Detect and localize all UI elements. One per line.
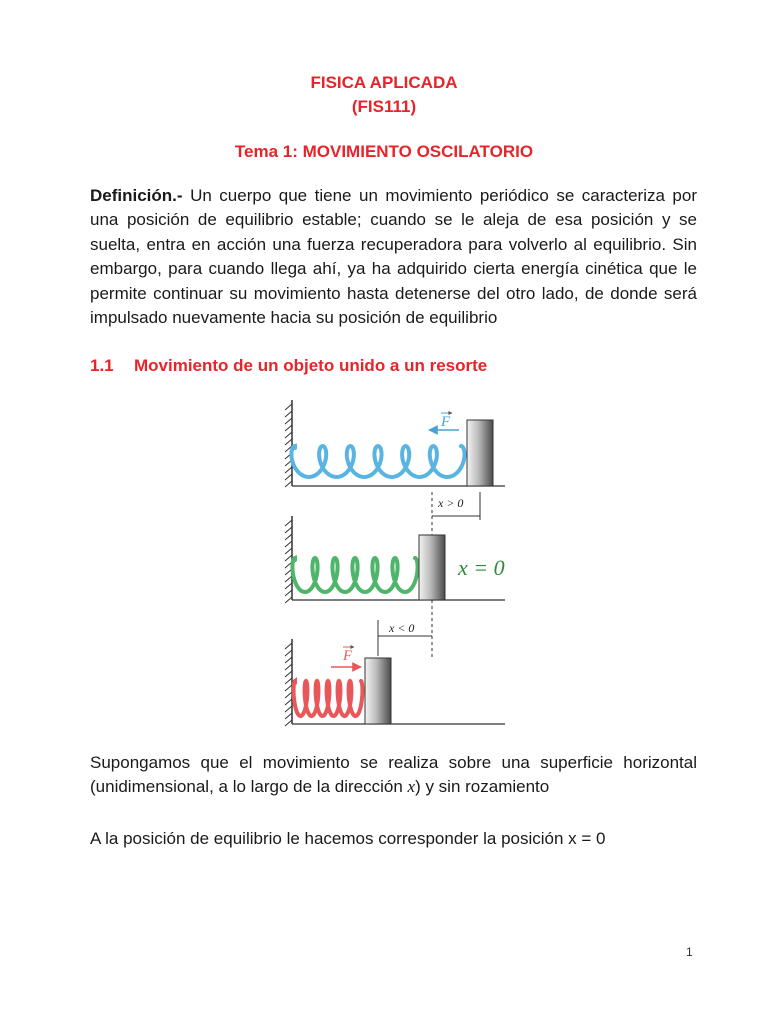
label-x-positive: x > 0	[438, 496, 464, 510]
dimension-x-negative	[378, 620, 432, 656]
hatch-line	[285, 650, 292, 656]
hatch-line	[285, 713, 292, 719]
hatch-line	[285, 692, 292, 698]
hatch-line	[285, 411, 292, 417]
hatch-line	[285, 706, 292, 712]
definition-text: Un cuerpo que tiene un movimiento periódico se caracteriza por una posición de equilibrio estable; cuando se le aleja de esa posición y se suelta, entra en acción una fuerza recuperadora para volverlo al equilibrio. Sin embargo, para cuando llega ahí, ya ha adquirido cierta energía cinética que le permite continuar su movimiento hasta detenerse del otro lado, de donde será impulsado nuevamente hacia su posición de equilibrio	[90, 186, 697, 328]
section-title: Movimiento de un objeto unido a un resorte	[134, 356, 488, 375]
hatch-line	[285, 678, 292, 684]
hatch-line	[285, 685, 292, 691]
mass-block	[365, 658, 391, 724]
course-code: (FIS111)	[351, 97, 417, 116]
mass-block	[467, 420, 493, 486]
course-title: FISICA APLICADA	[310, 73, 458, 92]
label-x-zero: x = 0	[458, 555, 505, 580]
force-label: F	[441, 414, 451, 430]
hatch-line	[285, 425, 292, 431]
label-x-negative: x < 0	[389, 621, 415, 635]
spring-compressed	[294, 681, 363, 716]
wall-hatch	[285, 404, 292, 487]
hatch-line	[285, 548, 292, 554]
definition-paragraph	[90, 184, 697, 330]
spring-stretched	[291, 446, 464, 477]
dimension-x-positive	[432, 492, 480, 520]
equilibrium-paragraph: A la posición de equilibrio le hacemos corresponder la posición x = 0	[90, 829, 606, 848]
hatch-line	[285, 671, 292, 677]
hatch-line	[285, 404, 292, 410]
panel-compressed	[285, 639, 505, 726]
hatch-line	[285, 583, 292, 589]
hatch-line	[285, 474, 292, 480]
variable-x: x	[407, 777, 416, 797]
hatch-line	[285, 664, 292, 670]
hatch-line	[285, 481, 292, 487]
hatch-line	[285, 643, 292, 649]
hatch-line	[285, 527, 292, 533]
hatch-line	[285, 534, 292, 540]
spring-mass-figure	[255, 394, 520, 734]
hatch-line	[285, 576, 292, 582]
assumption-text-after: ) y sin rozamiento	[415, 777, 550, 797]
section-number: 1.1	[90, 356, 114, 375]
wall-hatch	[285, 643, 292, 726]
hatch-line	[285, 720, 292, 726]
hatch-line	[285, 541, 292, 547]
hatch-line	[285, 555, 292, 561]
hatch-line	[285, 432, 292, 438]
spring-equilibrium	[292, 558, 417, 592]
force-label: F	[343, 648, 353, 664]
hatch-line	[285, 657, 292, 663]
hatch-line	[285, 439, 292, 445]
assumption-text-before: Supongamos que el movimiento se realiza sobre una superficie horizontal (unidimensional, a lo largo de la dirección	[90, 753, 697, 797]
mass-block	[419, 535, 445, 600]
hatch-line	[285, 520, 292, 526]
hatch-line	[285, 418, 292, 424]
page-number: 1	[686, 945, 693, 959]
definition-term: Definición.-	[90, 186, 183, 205]
panel-stretched	[285, 400, 505, 487]
hatch-line	[285, 467, 292, 473]
hatch-line	[285, 597, 292, 603]
panel-equilibrium	[285, 516, 505, 603]
topic-title: Tema 1: MOVIMIENTO OSCILATORIO	[234, 142, 534, 161]
hatch-line	[285, 590, 292, 596]
assumption-paragraph	[90, 751, 697, 800]
hatch-line	[285, 699, 292, 705]
